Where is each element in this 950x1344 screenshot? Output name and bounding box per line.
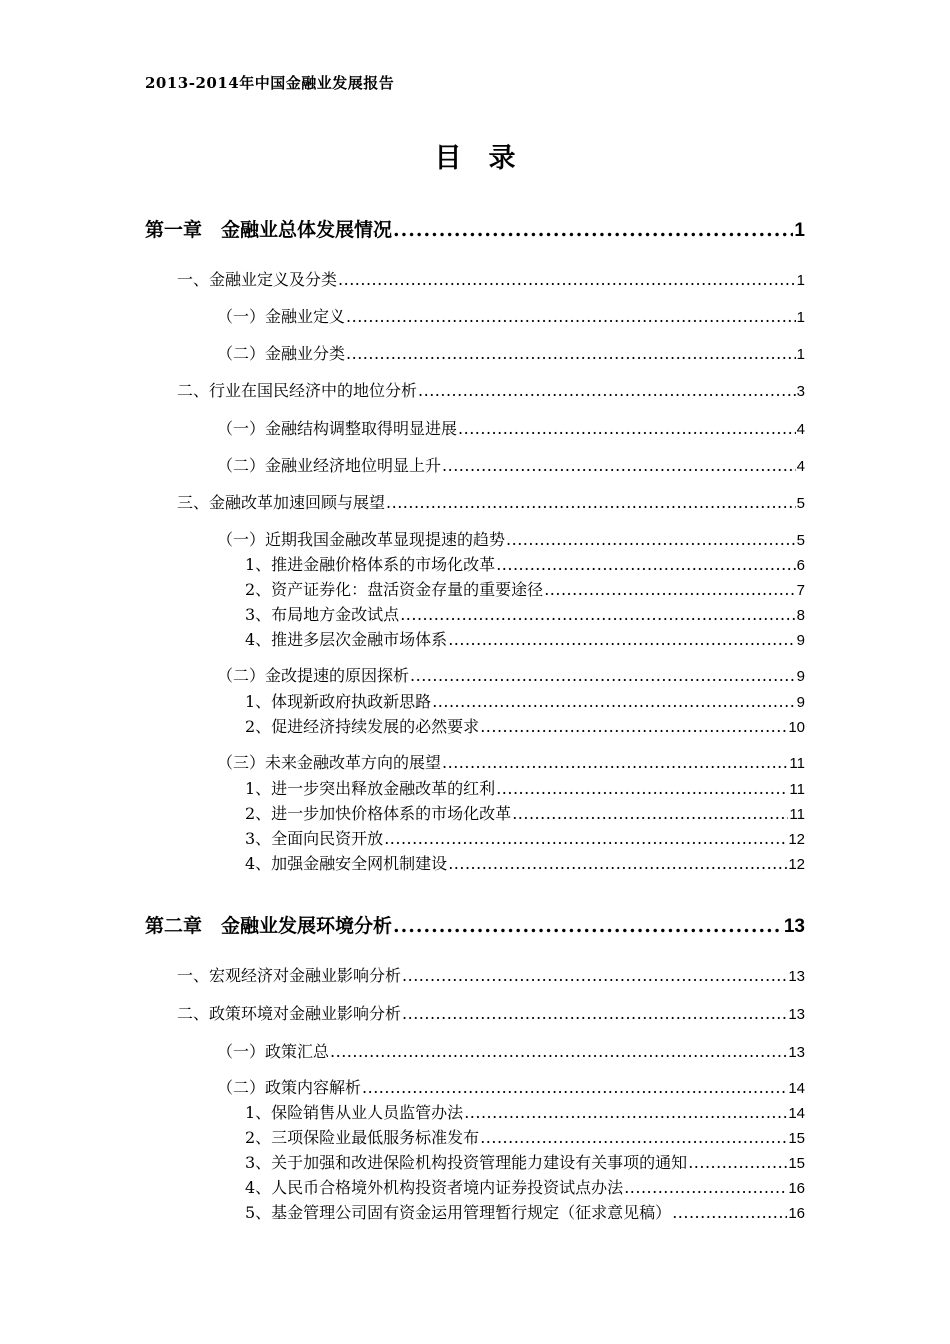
toc-entry[interactable] — [245, 826, 805, 849]
toc-entry-text: 2、促进经济持续发展的必然要求 — [245, 717, 480, 736]
toc-leader — [346, 307, 796, 326]
toc-leader — [480, 717, 787, 736]
toc-entry-page: 9 — [796, 668, 805, 685]
toc-leader — [362, 1078, 787, 1097]
toc-entry-text: 1、推进金融价格体系的市场化改革 — [245, 555, 496, 574]
toc-entry-page: 12 — [788, 831, 805, 848]
toc-entry-page: 16 — [788, 1205, 805, 1222]
toc-entry-page: 1 — [796, 309, 805, 326]
toc-entry-page: 11 — [789, 755, 805, 772]
toc-entry-text: （三）未来金融改革方向的展望 — [217, 753, 442, 772]
toc-entry-text: （一）金融结构调整取得明显进展 — [217, 419, 458, 438]
toc-entry-page: 9 — [796, 694, 805, 711]
toc-entry-page: 13 — [783, 916, 805, 937]
page-title: 目 录 — [434, 143, 516, 174]
toc-entry-text: 1、进一步突出释放金融改革的红利 — [245, 779, 496, 798]
toc-entry-text: （二）金融业分类 — [217, 344, 346, 363]
toc-entry[interactable] — [245, 602, 805, 625]
toc-entry[interactable] — [245, 714, 805, 737]
toc-entry[interactable] — [245, 689, 805, 712]
toc-leader — [448, 630, 795, 649]
toc-leader — [496, 555, 795, 574]
toc-entry-text: 5、基金管理公司固有资金运用管理暂行规定（征求意见稿） — [245, 1203, 672, 1222]
toc-leader — [512, 804, 788, 823]
toc-entry-text: （一）近期我国金融改革显现提速的趋势 — [217, 530, 506, 549]
toc-entry-text: 2、资产证券化：盘活资金存量的重要途径 — [245, 580, 544, 599]
toc-entry-text: 一、宏观经济对金融业影响分析 — [177, 966, 402, 985]
toc-entry[interactable] — [245, 1100, 805, 1123]
toc-entry-page: 5 — [796, 532, 805, 549]
toc-entry[interactable] — [217, 304, 805, 327]
toc-entry[interactable] — [177, 267, 805, 290]
toc-leader — [346, 344, 796, 363]
toc-leader — [338, 270, 796, 289]
toc-entry[interactable] — [217, 341, 805, 364]
toc-entry-page: 7 — [796, 582, 805, 599]
toc-entry-page: 16 — [788, 1180, 805, 1197]
toc-leader — [386, 493, 796, 512]
toc-entry[interactable] — [145, 215, 805, 242]
toc-entry[interactable] — [245, 851, 805, 874]
toc-entry[interactable] — [245, 1175, 805, 1198]
toc-entry[interactable] — [245, 801, 805, 824]
toc-leader — [480, 1128, 787, 1147]
toc-leader — [330, 1042, 787, 1061]
toc-entry-text: 3、关于加强和改进保险机构投资管理能力建设有关事项的通知 — [245, 1153, 688, 1172]
toc-leader — [442, 456, 796, 475]
toc-entry-text: 3、布局地方金改试点 — [245, 605, 400, 624]
toc-leader — [464, 1103, 787, 1122]
toc-entry-text: 2、进一步加快价格体系的市场化改革 — [245, 804, 512, 823]
toc-entry-text: 一、金融业定义及分类 — [177, 270, 338, 289]
toc-leader — [410, 666, 796, 685]
toc-entry[interactable] — [177, 1001, 805, 1024]
toc-entry[interactable] — [245, 552, 805, 575]
toc-entry[interactable] — [217, 663, 805, 686]
toc-leader — [448, 854, 787, 873]
toc-entry-page: 5 — [796, 495, 805, 512]
toc-leader — [442, 753, 788, 772]
toc-entry-page: 6 — [796, 557, 805, 574]
toc-entry-text: 二、行业在国民经济中的地位分析 — [177, 381, 418, 400]
toc-entry-page: 3 — [796, 383, 805, 400]
toc-leader — [672, 1203, 787, 1222]
toc-entry-text: 第一章 金融业总体发展情况 — [145, 219, 393, 241]
toc-entry-text: 1、保险销售从业人员监管办法 — [245, 1103, 464, 1122]
toc-leader — [393, 915, 783, 937]
toc-entry-page: 13 — [788, 968, 805, 985]
toc-leader — [393, 219, 793, 241]
running-header: 2013-2014年中国金融业发展报告 — [145, 74, 395, 92]
toc-leader — [432, 692, 795, 711]
toc-entry-page: 11 — [789, 781, 805, 798]
toc-entry-text: 3、全面向民资开放 — [245, 829, 384, 848]
toc-entry-text: （二）政策内容解析 — [217, 1078, 362, 1097]
toc-entry[interactable] — [217, 416, 805, 439]
toc-entry-page: 9 — [796, 632, 805, 649]
toc-entry[interactable] — [245, 776, 805, 799]
toc-leader — [506, 530, 796, 549]
toc-entry-text: （二）金改提速的原因探析 — [217, 666, 410, 685]
toc-leader — [402, 966, 787, 985]
toc-entry-page: 13 — [788, 1044, 805, 1061]
toc-entry[interactable] — [177, 378, 805, 401]
toc-entry-page: 14 — [788, 1080, 805, 1097]
toc-entry-text: （一）金融业定义 — [217, 307, 346, 326]
toc-leader — [458, 419, 796, 438]
toc-entry-page: 1 — [796, 346, 805, 363]
toc-entry-text: 4、推进多层次金融市场体系 — [245, 630, 448, 649]
toc-leader — [418, 381, 796, 400]
toc-leader — [688, 1153, 787, 1172]
toc-leader — [402, 1004, 787, 1023]
toc-leader — [544, 580, 795, 599]
toc-entry[interactable] — [245, 1200, 805, 1223]
toc-leader — [400, 605, 795, 624]
toc-entry[interactable] — [245, 627, 805, 650]
toc-entry[interactable] — [217, 527, 805, 550]
toc-entry-page: 15 — [788, 1155, 805, 1172]
toc-entry[interactable] — [245, 577, 805, 600]
toc-entry-text: 第二章 金融业发展环境分析 — [145, 915, 393, 937]
toc-entry-text: 4、加强金融安全网机制建设 — [245, 854, 448, 873]
toc-entry[interactable] — [245, 1150, 805, 1173]
toc-entry-page: 8 — [796, 607, 805, 624]
toc-entry-text: （二）金融业经济地位明显上升 — [217, 456, 442, 475]
toc-entry-page: 4 — [796, 421, 805, 438]
toc-entry-page: 12 — [788, 856, 805, 873]
toc-leader — [384, 829, 787, 848]
toc-entry-page: 13 — [788, 1006, 805, 1023]
toc-entry[interactable] — [217, 1075, 805, 1098]
toc-entry-page: 1 — [796, 272, 805, 289]
toc-entry-text: 三、金融改革加速回顾与展望 — [177, 493, 386, 512]
toc-entry-text: 2、三项保险业最低服务标准发布 — [245, 1128, 480, 1147]
toc-entry[interactable] — [177, 963, 805, 986]
toc-entry-page: 4 — [796, 458, 805, 475]
toc-entry-page: 15 — [788, 1130, 805, 1147]
toc-leader — [624, 1178, 787, 1197]
toc-entry[interactable] — [217, 1039, 805, 1062]
toc-entry[interactable] — [145, 911, 805, 938]
toc-entry-text: 4、人民币合格境外机构投资者境内证券投资试点办法 — [245, 1178, 624, 1197]
toc-entry-page: 14 — [788, 1105, 805, 1122]
toc-entry[interactable] — [217, 750, 805, 773]
toc-entry-page: 11 — [789, 806, 805, 823]
toc-entry-page: 10 — [788, 719, 805, 736]
toc-entry-text: （一）政策汇总 — [217, 1042, 330, 1061]
toc-entry-text: 二、政策环境对金融业影响分析 — [177, 1004, 402, 1023]
toc-entry-page: 1 — [794, 220, 805, 241]
toc-entry[interactable] — [245, 1125, 805, 1148]
toc-entry[interactable] — [217, 453, 805, 476]
toc-entry-text: 1、体现新政府执政新思路 — [245, 692, 432, 711]
toc-leader — [496, 779, 788, 798]
toc-entry[interactable] — [177, 490, 805, 513]
